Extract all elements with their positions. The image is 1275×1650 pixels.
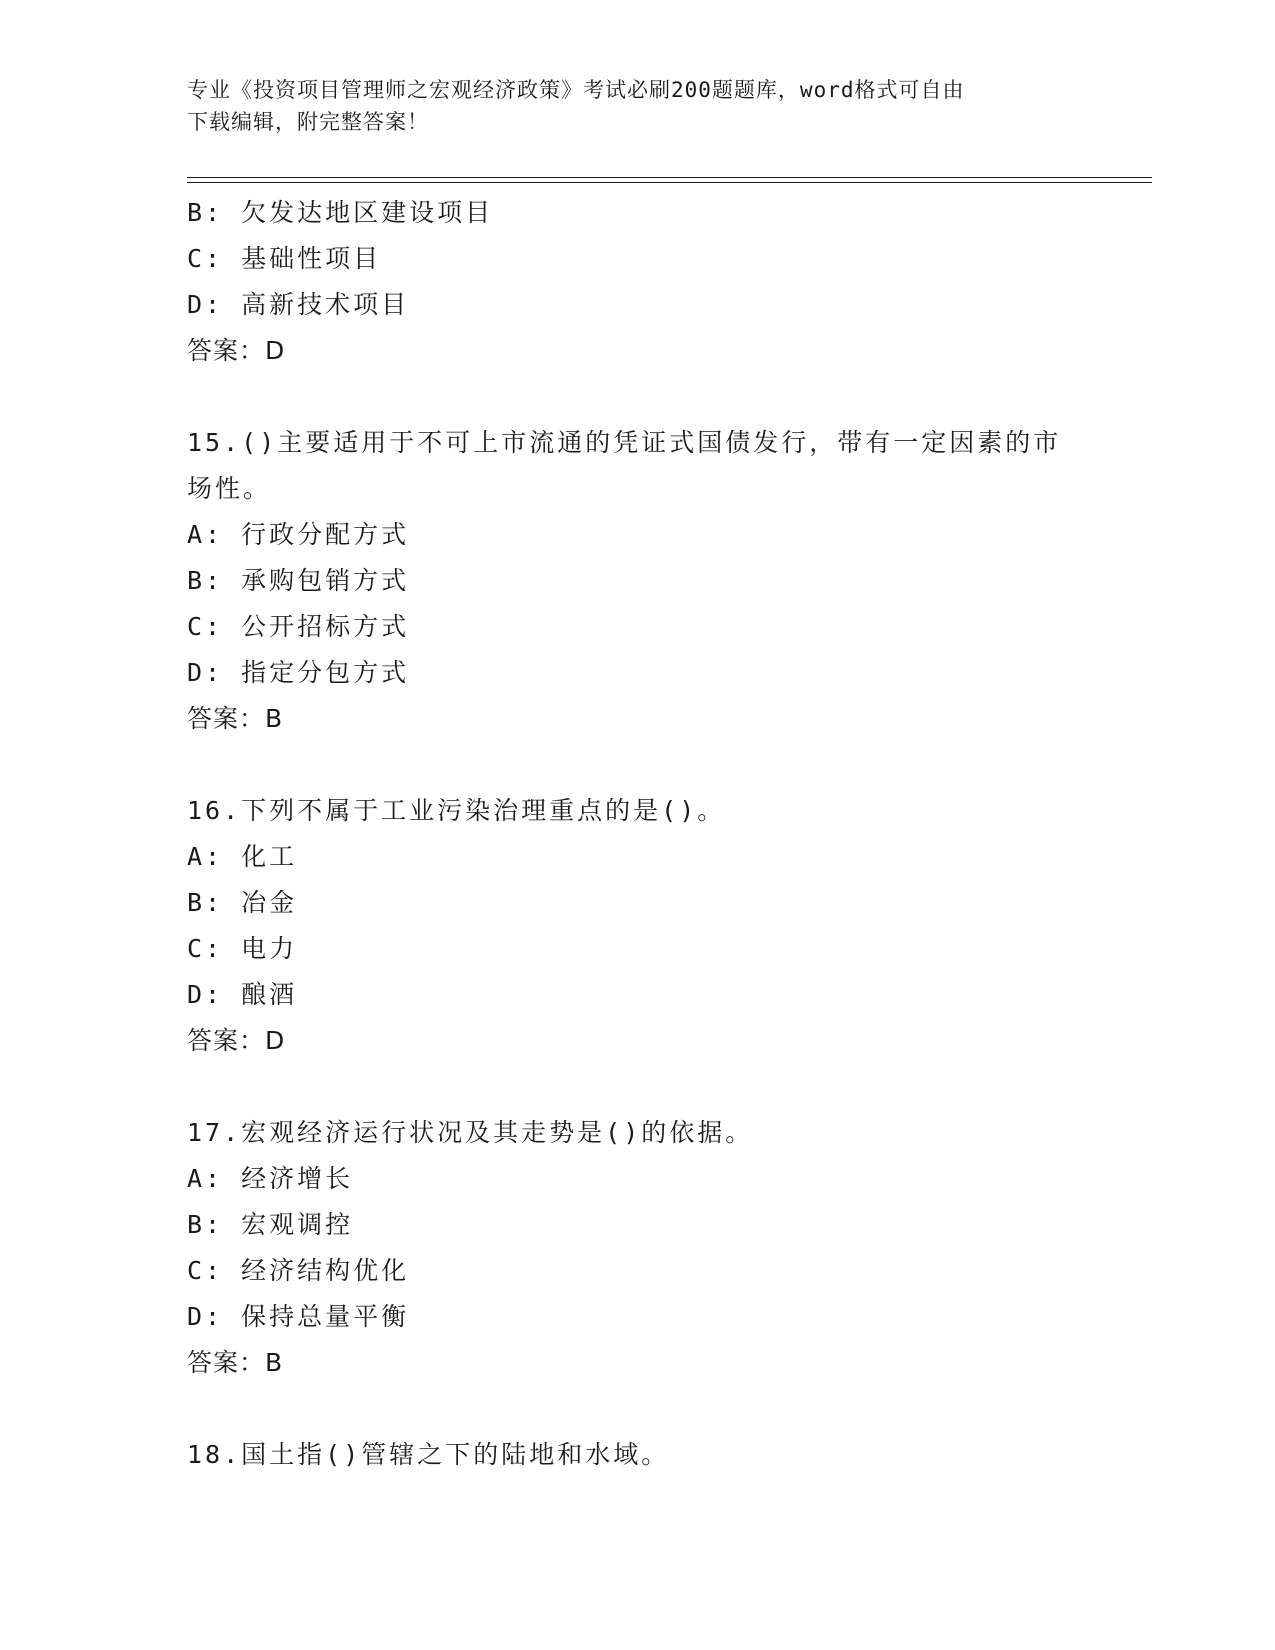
option-c: C: 经济结构优化 bbox=[187, 1256, 410, 1285]
question-15 bbox=[187, 420, 1087, 742]
question-16 bbox=[187, 788, 1087, 1064]
option-a: A: 行政分配方式 bbox=[187, 520, 410, 549]
option-d: D: 保持总量平衡 bbox=[187, 1302, 410, 1331]
answer-line: 答案：B bbox=[187, 1348, 284, 1377]
question-list bbox=[187, 190, 1087, 1478]
option-d: D: 高新技术项目 bbox=[187, 290, 410, 319]
answer-line: 答案：B bbox=[187, 704, 284, 733]
question-17 bbox=[187, 1110, 1087, 1386]
question-18 bbox=[187, 1432, 1087, 1478]
option-a: A: 经济增长 bbox=[187, 1164, 354, 1193]
option-b: B: 承购包销方式 bbox=[187, 566, 410, 595]
spacer bbox=[187, 742, 1087, 788]
document-header bbox=[187, 74, 1067, 138]
option-a: A: 化工 bbox=[187, 842, 298, 871]
option-b: B: 冶金 bbox=[187, 888, 298, 917]
option-c: C: 基础性项目 bbox=[187, 244, 382, 273]
option-b: B: 宏观调控 bbox=[187, 1210, 354, 1239]
spacer bbox=[187, 1386, 1087, 1432]
spacer bbox=[187, 1064, 1087, 1110]
question-stem-line-1: 16.下列不属于工业污染治理重点的是()。 bbox=[187, 796, 726, 825]
spacer bbox=[187, 374, 1087, 420]
header-line-1: 专业《投资项目管理师之宏观经济政策》考试必刷200题题库，word格式可自由 bbox=[187, 78, 965, 102]
option-d: D: 指定分包方式 bbox=[187, 658, 410, 687]
option-b: B: 欠发达地区建设项目 bbox=[187, 198, 494, 227]
question-stem-line-1: 17.宏观经济运行状况及其走势是()的依据。 bbox=[187, 1118, 754, 1147]
question-stem-line-1: 15.()主要适用于不可上市流通的凭证式国债发行，带有一定因素的市 bbox=[187, 428, 1062, 457]
option-d: D: 酿酒 bbox=[187, 980, 298, 1009]
header-divider bbox=[187, 177, 1152, 183]
question-stem-line-2: 场性。 bbox=[187, 474, 272, 503]
answer-line: 答案：D bbox=[187, 336, 286, 365]
question-14-continued bbox=[187, 190, 1087, 374]
question-stem-line-1: 18.国土指()管辖之下的陆地和水域。 bbox=[187, 1440, 670, 1469]
header-line-2: 下载编辑，附完整答案！ bbox=[187, 110, 429, 134]
option-c: C: 公开招标方式 bbox=[187, 612, 410, 641]
answer-line: 答案：D bbox=[187, 1026, 286, 1055]
option-c: C: 电力 bbox=[187, 934, 298, 963]
